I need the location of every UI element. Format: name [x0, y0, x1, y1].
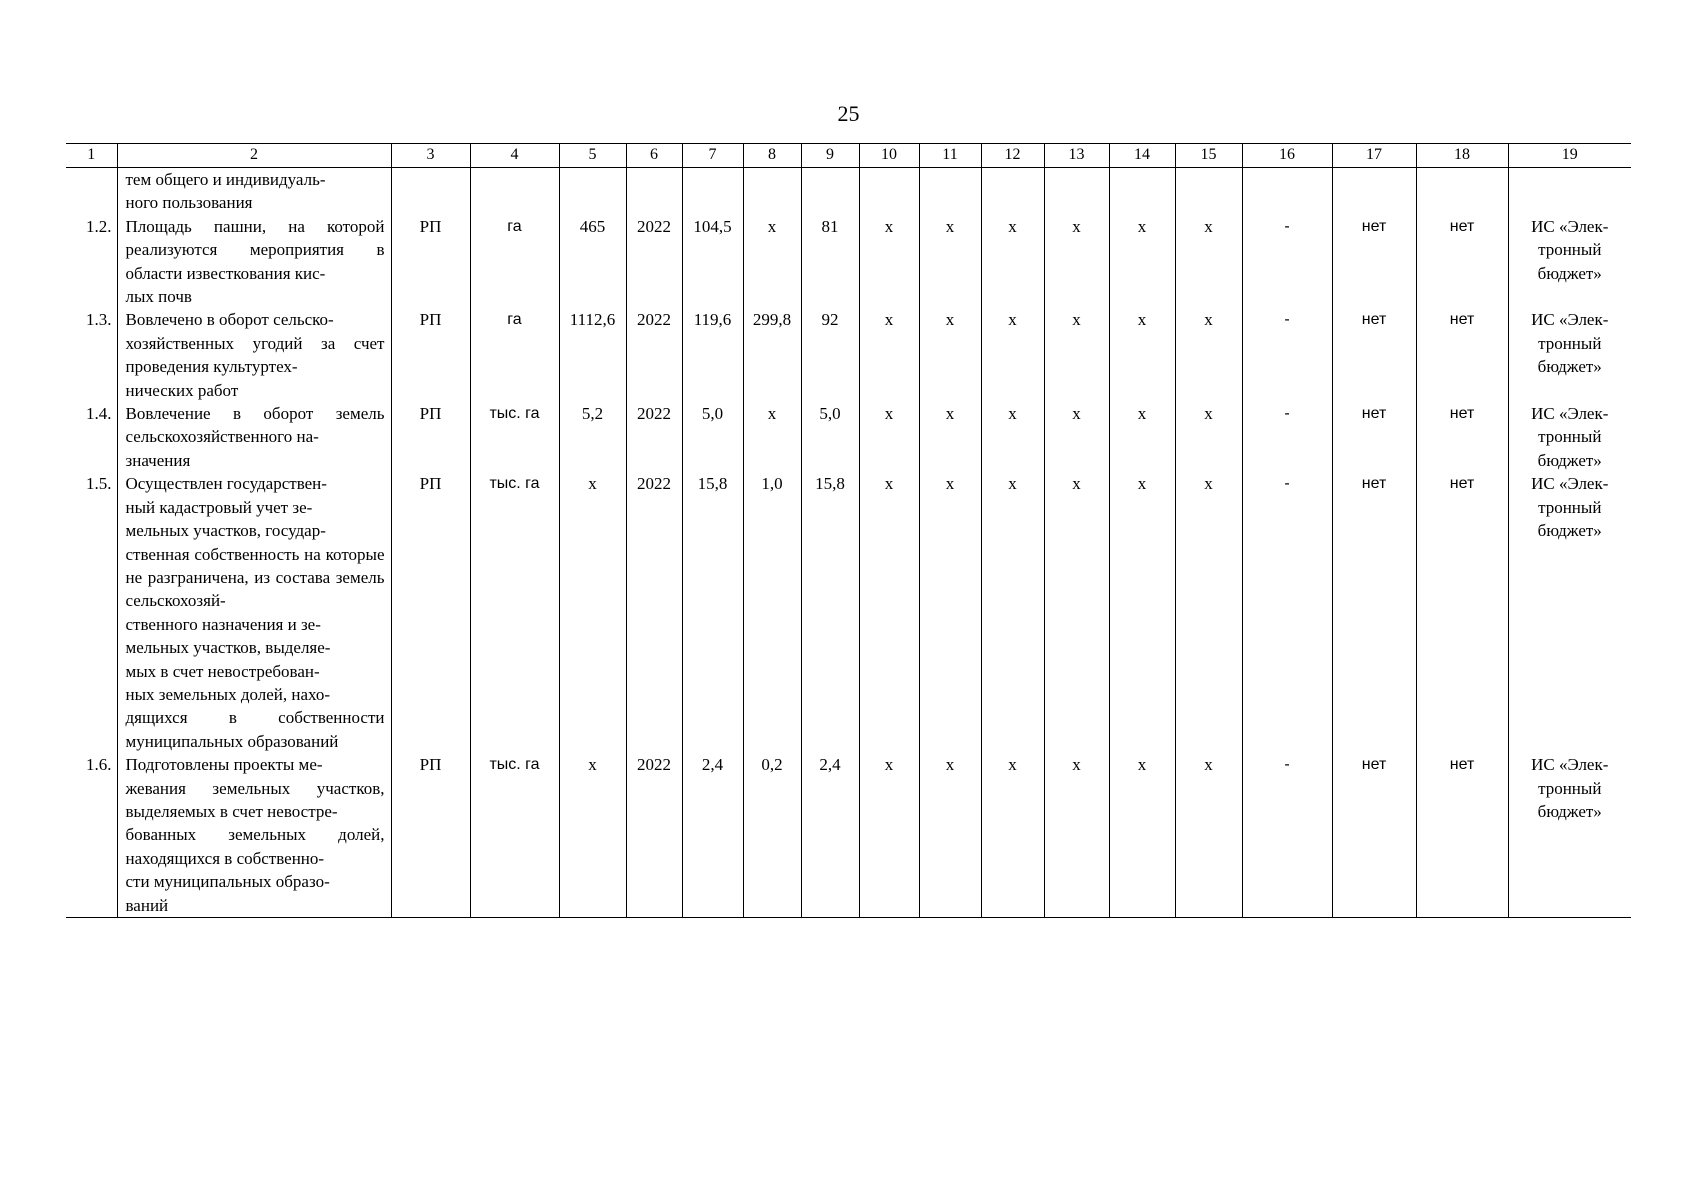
table-row [66, 753, 1631, 917]
base-value-cell: 1112,6 [559, 308, 626, 402]
value-col-12: x [981, 308, 1044, 402]
value-col-9: 15,8 [801, 472, 859, 753]
indicator-name: Площадь пашни, на которой реализуются мероприятия в области известкования кис- лых почв [117, 215, 391, 309]
column-header-17: 17 [1332, 144, 1416, 168]
value-col-12: x [981, 472, 1044, 753]
info-system-cell: ИС «Элек- тронный бюджет» [1508, 308, 1631, 402]
column-header-13: 13 [1044, 144, 1109, 168]
indicator-name: Вовлечено в оборот сельско- хозяйственных угодий за счет проведения культуртех- нических работ [117, 308, 391, 402]
value-col-14: x [1109, 472, 1175, 753]
value-col-13: x [1044, 472, 1109, 753]
value-col-7: 2,4 [682, 753, 743, 917]
value-col-14 [1109, 168, 1175, 215]
info-system-cell: ИС «Элек- тронный бюджет» [1508, 402, 1631, 472]
column-header-14: 14 [1109, 144, 1175, 168]
value-col-17: нет [1332, 215, 1416, 309]
value-col-17: нет [1332, 308, 1416, 402]
value-col-16: - [1242, 753, 1332, 917]
value-col-10: x [859, 472, 919, 753]
row-number: 1.5. [66, 472, 117, 753]
value-col-14: x [1109, 308, 1175, 402]
info-system-cell: ИС «Элек- тронный бюджет» [1508, 472, 1631, 753]
value-col-15: x [1175, 753, 1242, 917]
value-col-15: x [1175, 215, 1242, 309]
page-number: 25 [837, 101, 860, 126]
column-header-1: 1 [66, 144, 117, 168]
value-col-15: x [1175, 472, 1242, 753]
base-year-cell: 2022 [626, 402, 682, 472]
value-col-18: нет [1416, 308, 1508, 402]
level-cell: РП [391, 753, 470, 917]
value-col-11: x [919, 215, 981, 309]
value-col-18: нет [1416, 472, 1508, 753]
value-col-9: 5,0 [801, 402, 859, 472]
value-col-18: нет [1416, 402, 1508, 472]
value-col-11 [919, 168, 981, 215]
value-col-16: - [1242, 215, 1332, 309]
row-number: 1.3. [66, 308, 117, 402]
column-header-6: 6 [626, 144, 682, 168]
column-header-19: 19 [1508, 144, 1631, 168]
column-header-9: 9 [801, 144, 859, 168]
base-year-cell [626, 168, 682, 215]
value-col-8: 0,2 [743, 753, 801, 917]
column-header-7: 7 [682, 144, 743, 168]
info-system-cell: ИС «Элек- тронный бюджет» [1508, 753, 1631, 917]
table-header [66, 144, 1631, 168]
value-col-14: x [1109, 402, 1175, 472]
value-col-13 [1044, 168, 1109, 215]
value-col-10: x [859, 753, 919, 917]
level-cell: РП [391, 402, 470, 472]
table-body [66, 168, 1631, 918]
info-system-cell [1508, 168, 1631, 215]
base-value-cell: x [559, 753, 626, 917]
value-col-16: - [1242, 472, 1332, 753]
indicator-name: Подготовлены проекты ме- жевания земельных участков, выделяемых в счет невостре- бованных земельных долей, находящихся в собственно- сти муниципальных образо- ваний [117, 753, 391, 917]
value-col-7: 5,0 [682, 402, 743, 472]
base-year-cell: 2022 [626, 308, 682, 402]
value-col-13: x [1044, 402, 1109, 472]
value-col-8: x [743, 215, 801, 309]
table-row [66, 308, 1631, 402]
column-header-11: 11 [919, 144, 981, 168]
value-col-15: x [1175, 308, 1242, 402]
value-col-7: 119,6 [682, 308, 743, 402]
indicator-name: тем общего и индивидуаль- ного пользования [117, 168, 391, 215]
column-header-4: 4 [470, 144, 559, 168]
indicators-table [66, 143, 1631, 918]
value-col-7: 104,5 [682, 215, 743, 309]
table-row [66, 168, 1631, 215]
value-col-17: нет [1332, 753, 1416, 917]
value-col-10: x [859, 308, 919, 402]
column-header-10: 10 [859, 144, 919, 168]
value-col-10: x [859, 215, 919, 309]
column-header-2: 2 [117, 144, 391, 168]
table-row [66, 472, 1631, 753]
value-col-16 [1242, 168, 1332, 215]
value-col-15: x [1175, 402, 1242, 472]
value-col-18: нет [1416, 215, 1508, 309]
value-col-12 [981, 168, 1044, 215]
level-cell [391, 168, 470, 215]
value-col-9 [801, 168, 859, 215]
table-row [66, 402, 1631, 472]
value-col-11: x [919, 402, 981, 472]
table-row [66, 215, 1631, 309]
level-cell: РП [391, 215, 470, 309]
value-col-14: x [1109, 753, 1175, 917]
column-header-18: 18 [1416, 144, 1508, 168]
column-header-8: 8 [743, 144, 801, 168]
value-col-13: x [1044, 308, 1109, 402]
value-col-10 [859, 168, 919, 215]
value-col-11: x [919, 753, 981, 917]
value-col-11: x [919, 472, 981, 753]
value-col-13: x [1044, 753, 1109, 917]
row-number: 1.4. [66, 402, 117, 472]
unit-cell: тыс. га [470, 753, 559, 917]
header-row [66, 144, 1631, 168]
base-value-cell: 465 [559, 215, 626, 309]
base-value-cell: 5,2 [559, 402, 626, 472]
value-col-15 [1175, 168, 1242, 215]
value-col-11: x [919, 308, 981, 402]
value-col-8: 299,8 [743, 308, 801, 402]
level-cell: РП [391, 308, 470, 402]
value-col-16: - [1242, 402, 1332, 472]
value-col-9: 2,4 [801, 753, 859, 917]
unit-cell [470, 168, 559, 215]
value-col-17: нет [1332, 402, 1416, 472]
unit-cell: тыс. га [470, 472, 559, 753]
value-col-10: x [859, 402, 919, 472]
value-col-9: 81 [801, 215, 859, 309]
value-col-7 [682, 168, 743, 215]
value-col-17: нет [1332, 472, 1416, 753]
value-col-12: x [981, 215, 1044, 309]
value-col-18: нет [1416, 753, 1508, 917]
value-col-8 [743, 168, 801, 215]
unit-cell: тыс. га [470, 402, 559, 472]
base-year-cell: 2022 [626, 215, 682, 309]
value-col-14: x [1109, 215, 1175, 309]
value-col-18 [1416, 168, 1508, 215]
column-header-12: 12 [981, 144, 1044, 168]
value-col-8: 1,0 [743, 472, 801, 753]
indicator-name: Вовлечение в оборот земель сельскохозяйственного на- значения [117, 402, 391, 472]
row-number: 1.2. [66, 215, 117, 309]
column-header-3: 3 [391, 144, 470, 168]
base-value-cell: x [559, 472, 626, 753]
value-col-16: - [1242, 308, 1332, 402]
value-col-17 [1332, 168, 1416, 215]
info-system-cell: ИС «Элек- тронный бюджет» [1508, 215, 1631, 309]
value-col-9: 92 [801, 308, 859, 402]
base-value-cell [559, 168, 626, 215]
indicator-name: Осуществлен государствен- ный кадастровый учет зе- мельных участков, государ- ственная собственность на которые не разграничена, из состава земель сельскохозяй- ственного назначения и зе- мельных участков, выделяе- мых в счет невостребован- ных земельных долей, нахо- дящихся в собственности муниципальных образований [117, 472, 391, 753]
column-header-5: 5 [559, 144, 626, 168]
value-col-12: x [981, 753, 1044, 917]
base-year-cell: 2022 [626, 472, 682, 753]
column-header-16: 16 [1242, 144, 1332, 168]
column-header-15: 15 [1175, 144, 1242, 168]
unit-cell: га [470, 215, 559, 309]
row-number [66, 168, 117, 215]
value-col-13: x [1044, 215, 1109, 309]
value-col-8: x [743, 402, 801, 472]
unit-cell: га [470, 308, 559, 402]
level-cell: РП [391, 472, 470, 753]
value-col-12: x [981, 402, 1044, 472]
base-year-cell: 2022 [626, 753, 682, 917]
row-number: 1.6. [66, 753, 117, 917]
value-col-7: 15,8 [682, 472, 743, 753]
